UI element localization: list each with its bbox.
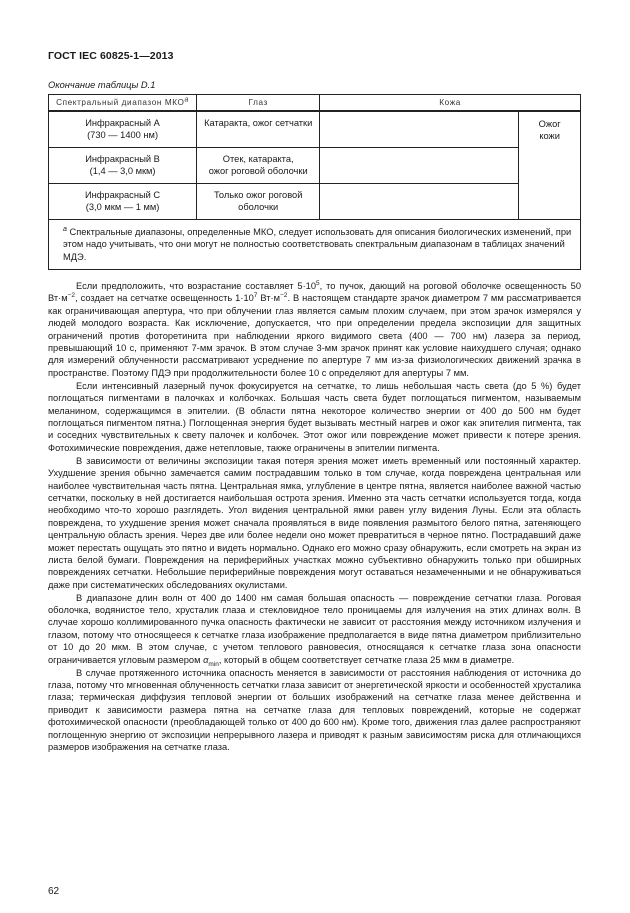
body-text — [48, 280, 581, 754]
table-caption: Окончание таблицы D.1 — [48, 80, 156, 90]
table-footnote: $^a$ Спектральные диапазоны, определенные МКО, следует использовать для описания биологических изменений, при этом надо учитывать, что они могут не полностью соответствовать спектральным диапазонам в таблицах значений МДЭ. — [49, 220, 581, 270]
table-row — [49, 148, 581, 184]
eye-effect-cell: Отек, катаракта, ожог роговой оболочки — [197, 148, 320, 184]
column-header-skin: Кожа — [320, 95, 581, 112]
document-header: ГОСТ IEC 60825-1—2013 — [48, 50, 174, 62]
table-header-row — [49, 95, 581, 112]
footnote-mark: a — [184, 95, 190, 103]
table-row — [49, 184, 581, 220]
paragraph: В диапазоне длин волн от 400 до 1400 нм самая большая опасность — повреждение сетчатки глаза. Роговая оболочка, водянистое тело, хрусталик глаза и стекловидное тело проницаемы для излучения на этих длинах волн. В случае хорошо коллимированного пучка опасность фактически не зависит от расстояния между источником излучения и глазом, потому что относящееся к сетчатке глаза изображение предполагается в виде пятна диаметром приблизительно от 10 до 20 мкм. В этом случае, с учетом теплового равновесия, относящаяся к сетчатке глаза зона опасности ограничивается угловым размером $\alpha_{min}$, который в общем соответствует сетчатке глаза 25 мкм в диаметре. — [48, 592, 581, 668]
page-number: 62 — [48, 886, 60, 897]
eye-effect-cell: Катаракта, ожог сетчатки — [197, 111, 320, 148]
range-cell: Инфракрасный B (1,4 — 3,0 мкм) — [49, 148, 197, 184]
empty-cell — [320, 184, 519, 220]
spectral-effects-table — [48, 94, 581, 270]
empty-cell — [320, 148, 519, 184]
column-header-eye: Глаз — [197, 95, 320, 112]
empty-cell — [320, 111, 519, 148]
table-footnote-row — [49, 220, 581, 270]
paragraph: В случае протяженного источника опасность меняется в зависимости от расстояния наблюдения от источника до глаза, потому что мгновенная облученность сетчатки глаза зависит от энергетической яркости и особенностей хрусталика глаза; термическая диффузия тепловой энергии от больших изображений на сетчатке глаза менее действенна и приводит к зависимости размера пятна на сетчатке глаза для тепловых повреждений, которые не содержат фотохимической опасности (преобладающей только от 400 до 600 нм). Кроме того, движения глаз далее распространяют поглощенную энергию от экспозиции непрерывного лазера и приводят к разным зависимостям риска для отличающихся размеров изображения на сетчатке глаза. — [48, 667, 581, 753]
range-cell: Инфракрасный A (730 — 1400 нм) — [49, 111, 197, 148]
column-header-range: Спектральный диапазон МКОa — [49, 95, 197, 112]
eye-effect-cell: Только ожог роговой оболочки — [197, 184, 320, 220]
range-cell: Инфракрасный C (3,0 мкм — 1 мм) — [49, 184, 197, 220]
paragraph: В зависимости от величины экспозиции такая потеря зрения может иметь временный или постоянный характер. Ухудшение зрения обычно замечается самим пострадавшим только в том случае, когда повреждена центральная или наиболее чувствительная часть пятна. Центральная ямка, углубление в центре пятна, является наиболее важной частью сетчатки, поскольку в ней достигается наибольшая острота зрения. Именно эта часть сетчатки используется тогда, когда необходимо что-то хорошо разглядеть. Угол видения центральной ямки равен углу видения Луны. Если эта область повреждена, то ухудшение зрения может сначала проявляться в виде появления размытого белого пятна, затеняющего центральную область зрения. Через две или более недели оно может превратиться в черное пятно. Пострадавший даже может перестать ощущать это пятно и видеть нормально. Однако его можно сразу обнаружить, если смотреть на экран из листа белой бумаги. Повреждения на периферийных участках можно субъективно обнаружить только при обширных повреждениях сетчатки. Небольшие периферийные повреждения могут оставаться незамеченными и не обнаруживаться даже при систематических обследованиях окулистами. — [48, 455, 581, 590]
table-row — [49, 111, 581, 148]
paragraph: Если предположить, что возрастание составляет $5\cdot 10^5$, то пучок, дающий на роговой оболочке освещенность 50 $Вт\cdot м^{-2}$, создает на сетчатке освещенность $1\cdot 10^7$ $Вт\cdot м^{-2}$. В настоящем стандарте зрачок диаметром 7 мм рассматривается как ограничивающая апертура, что при облучении глаз является самым плохим случаем, при этом зрачок измерялся у людей молодого возраста. Как исключение, допускается, что при определении предела экспозиции для защитных ограничений против фоторетинита при наблюдении яркого видимого света (400 — 700 нм) лазера за период, превышающий 10 с, применяют 7-мм зрачок. В этом случае 3-мм зрачок принят как условие наихудшего случая; однако для измерений облученности рассматривают усреднение по апертуре 7 мм из-за физиологических движений зрачка в пространстве. Поэтому ПДЭ при продолжительности более 10 с определяют для апертуры 7 мм. — [48, 279, 581, 378]
paragraph: Если интенсивный лазерный пучок фокусируется на сетчатке, то лишь небольшая часть света (до 5 %) будет поглощаться пигментами в палочках и колбочках. Большая часть света будет поглощаться пигментом, называемым меланином, содержащимся в эпителии. (В области пятна некоторое количество энергии от 400 до 500 нм будет поглощаться пигментом пятна.) Поглощенная энергия будет вызывать местный нагрев и ожог как эпителия пигмента, так и соседних чувствительных к свету палочек и колбочек. Этот ожог или повреждение может привести к потере зрения. Фотохимические повреждения, даже нетепловые, также ограничены в эпителии пигмента. — [48, 380, 581, 453]
skin-effect-cell: Ожог кожи — [519, 111, 581, 220]
